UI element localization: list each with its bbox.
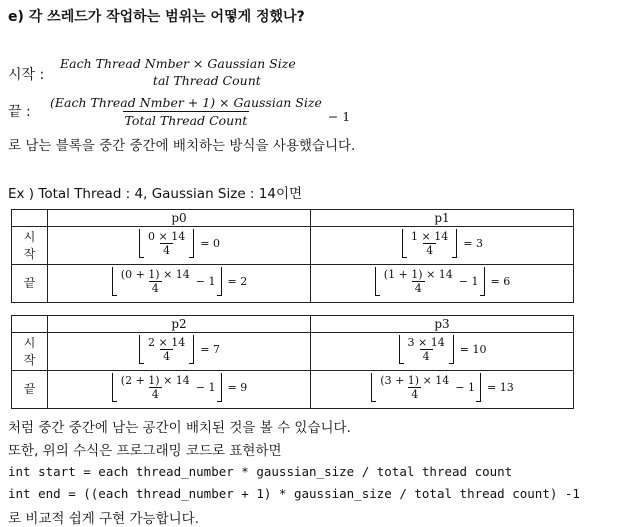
left-floor-bracket xyxy=(112,267,117,296)
p3-end-minus: − 1 xyxy=(455,381,475,394)
cell-p2-start xyxy=(48,333,311,371)
p3-start-result: = 10 xyxy=(459,343,487,356)
right-floor-bracket xyxy=(452,229,457,258)
p2-start-den: 4 xyxy=(160,349,173,363)
formula-p2-end xyxy=(111,373,247,402)
p1-end-minus: − 1 xyxy=(458,275,479,288)
thread-range-table-1 xyxy=(11,209,574,303)
row-label-end: 끝 xyxy=(12,265,48,303)
p0-start-result: = 0 xyxy=(200,237,220,250)
p3-end-num: (3 + 1) × 14 xyxy=(380,374,450,387)
right-floor-bracket xyxy=(476,373,481,402)
p2-end-result: = 9 xyxy=(227,381,248,394)
paragraph-2: 처럼 중간 중간에 남는 공간이 배치된 것을 볼 수 있습니다. xyxy=(8,420,351,436)
p2-end-minus: − 1 xyxy=(195,381,216,394)
cell-p2-end xyxy=(48,371,311,409)
left-floor-bracket xyxy=(399,335,404,364)
thread-range-table-2 xyxy=(11,315,574,409)
code-line-end: int end = ((each thread_number + 1) * gaussian_size / total thread count) -1 xyxy=(8,486,580,501)
p2-end-num: (2 + 1) × 14 xyxy=(120,374,190,387)
header-p0: p0 xyxy=(48,210,311,227)
left-floor-bracket xyxy=(375,267,380,296)
header-p3: p3 xyxy=(311,316,574,333)
right-floor-bracket xyxy=(189,335,194,364)
p0-start-num: 0 × 14 xyxy=(148,230,186,243)
row-label-start xyxy=(12,227,48,265)
left-floor-bracket xyxy=(139,335,144,364)
start-label-2: 작 xyxy=(23,352,36,367)
p3-end-den: 4 xyxy=(408,387,421,401)
end-formula-label: 끝 : xyxy=(8,104,31,120)
start-label-1: 시 xyxy=(23,229,36,244)
cell-p0-start xyxy=(48,227,311,265)
start-denominator: tal Thread Count xyxy=(152,73,261,88)
cell-p1-start xyxy=(311,227,574,265)
corner-cell xyxy=(12,316,48,333)
cell-p0-end xyxy=(48,265,311,303)
cell-p3-start xyxy=(311,333,574,371)
start-numerator: Each Thread Nmber × Gaussian Size xyxy=(60,56,296,71)
paragraph-3: 또한, 위의 수식은 프로그래밍 코드로 표현하면 xyxy=(8,443,282,459)
start-formula-label: 시작 : xyxy=(8,67,45,83)
formula-p0-end xyxy=(111,267,247,296)
formula-p3-start xyxy=(398,335,487,364)
formula-p3-end xyxy=(370,373,513,402)
p0-start-den: 4 xyxy=(160,243,173,257)
corner-cell xyxy=(12,210,48,227)
end-denominator: Total Thread Count xyxy=(124,113,248,128)
p1-end-den: 4 xyxy=(412,281,425,295)
cell-p3-end xyxy=(311,371,574,409)
cell-p1-end xyxy=(311,265,574,303)
p3-start-num: 3 × 14 xyxy=(407,336,445,349)
right-floor-bracket xyxy=(189,229,194,258)
p0-end-minus: − 1 xyxy=(195,275,216,288)
row-label-start xyxy=(12,333,48,371)
paragraph-4: 로 비교적 쉽게 구현 가능합니다. xyxy=(8,511,199,527)
header-p2: p2 xyxy=(48,316,311,333)
p0-end-num: (0 + 1) × 14 xyxy=(120,268,190,281)
end-suffix: − 1 xyxy=(327,109,351,124)
start-formula xyxy=(58,56,298,88)
left-floor-bracket xyxy=(139,229,144,258)
p2-end-den: 4 xyxy=(149,387,162,401)
formula-p1-end xyxy=(374,267,510,296)
left-floor-bracket xyxy=(402,229,407,258)
p1-end-num: (1 + 1) × 14 xyxy=(383,268,453,281)
code-line-start: int start = each thread_number * gaussian_size / total thread count xyxy=(8,464,513,479)
p3-start-den: 4 xyxy=(420,349,433,363)
end-numerator: (Each Thread Nmber + 1) × Gaussian Size xyxy=(50,95,322,110)
section-heading: e) 각 쓰레드가 작업하는 범위는 어떻게 정했나? xyxy=(8,9,305,25)
p0-end-result: = 2 xyxy=(227,275,248,288)
p1-end-result: = 6 xyxy=(490,275,511,288)
start-label-2: 작 xyxy=(23,246,36,261)
p0-end-den: 4 xyxy=(149,281,162,295)
end-formula xyxy=(48,95,350,128)
right-floor-bracket xyxy=(217,267,222,296)
paragraph-1: 로 남는 블록을 중간 중간에 배치하는 방식을 사용했습니다. xyxy=(8,138,356,154)
right-floor-bracket xyxy=(217,373,222,402)
p1-start-den: 4 xyxy=(423,243,436,257)
p1-start-num: 1 × 14 xyxy=(411,230,449,243)
right-floor-bracket xyxy=(449,335,454,364)
header-p1: p1 xyxy=(311,210,574,227)
left-floor-bracket xyxy=(371,373,376,402)
right-floor-bracket xyxy=(480,267,485,296)
formula-p1-start xyxy=(401,229,483,258)
start-label-1: 시 xyxy=(23,335,36,350)
formula-p0-start xyxy=(138,229,220,258)
p3-end-result: = 13 xyxy=(487,381,514,394)
left-floor-bracket xyxy=(112,373,117,402)
example-line: Ex ) Total Thread : 4, Gaussian Size : 14이면 xyxy=(8,186,303,202)
row-label-end: 끝 xyxy=(12,371,48,409)
p1-start-result: = 3 xyxy=(463,237,483,250)
p2-start-num: 2 × 14 xyxy=(148,336,186,349)
p2-start-result: = 7 xyxy=(200,343,220,356)
formula-p2-start xyxy=(138,335,220,364)
